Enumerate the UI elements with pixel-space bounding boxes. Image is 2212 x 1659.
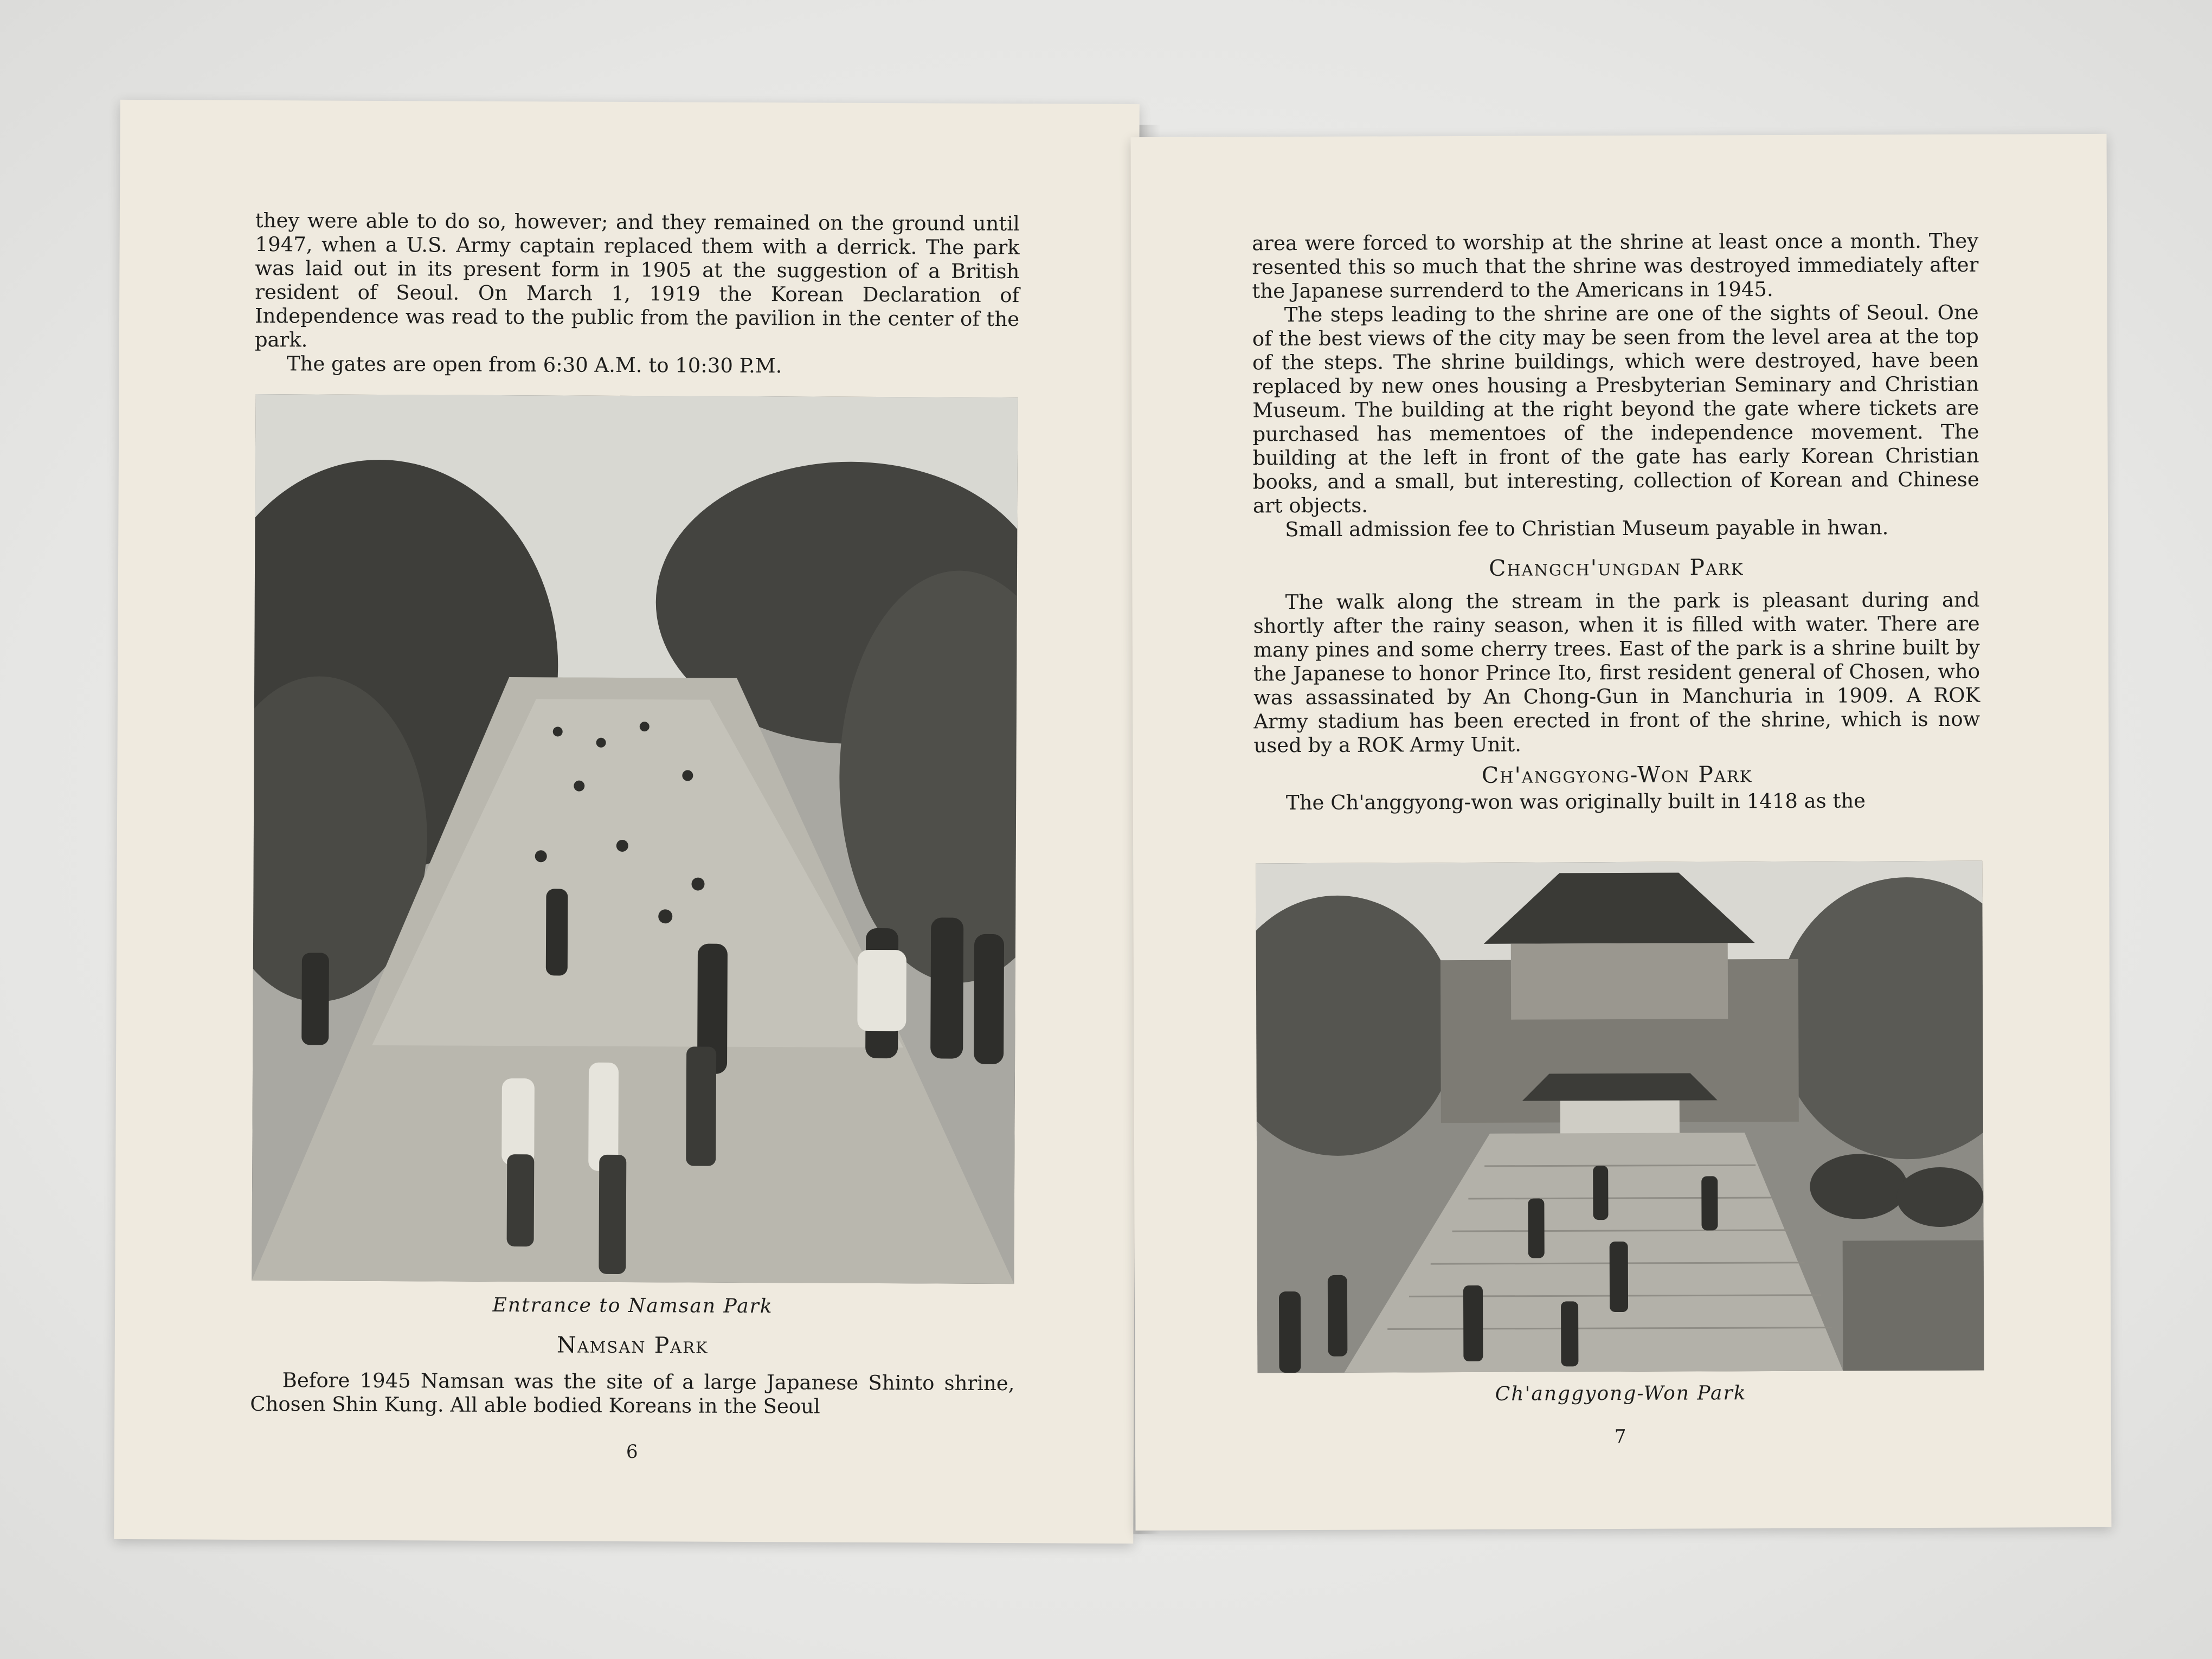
left-text-top bbox=[255, 209, 1020, 379]
left-text-bottom bbox=[250, 1293, 1015, 1419]
namsan-photo-caption: Entrance to Namsan Park bbox=[492, 1294, 773, 1318]
changchungdan-paragraph: The walk along the stream in the park is pleasant during and shortly after the rainy season, when it is filled with water. There are many pines and some cherry trees. East of the park is a shrine built by the Japanese to honor Prince Ito, first resident general of Chosen, who was assassinated by An Chong-Gun in Manchuria in 1909. A ROK Army stadium has been erected in front of the shrine, which is now used by a ROK Army Unit. bbox=[1253, 588, 1980, 757]
changgyong-won-photo-caption: Ch'anggyong-Won Park bbox=[1495, 1382, 1747, 1405]
admission-fee-line: Small admission fee to Christian Museum payable in hwan. bbox=[1285, 516, 1889, 542]
page-number-7: 7 bbox=[1614, 1425, 1626, 1448]
right-text-top bbox=[1252, 229, 1980, 815]
namsan-continued-paragraph: they were able to do so, however; and they remained on the ground until 1947, when a U.S. Army captain replaced them with a derrick. The park was laid out in its present form in 1905 at the suggestion of a British resident of Seoul. On March 1, 1919 the Korean Declaration of Independence was read to the public from the pavilion in the center of the park. bbox=[254, 209, 1020, 352]
namsan-park-heading: Namsan Park bbox=[556, 1332, 709, 1359]
changgyong-won-park-heading: Ch'anggyong-Won Park bbox=[1481, 761, 1753, 788]
steps-paragraph: The steps leading to the shrine are one of the sights of Seoul. One of the best views of the city may be seen from the level area at the top of the steps. The shrine buildings, which were destroyed, have been replaced by new ones housing a Presbyterian Seminary and Christian Museum. The building at the right beyond the gate where tickets are purchased has mementoes of the independence movement. The building at the left in front of the gate has early Korean Christian books, and a small, but interesting, collection of Korean and Chinese art objects. bbox=[1252, 300, 1979, 518]
gates-hours-line: The gates are open from 6:30 A.M. to 10:30 P.M. bbox=[286, 352, 782, 378]
namsan-entrance-photo bbox=[252, 394, 1018, 1284]
left-page bbox=[114, 100, 1140, 1544]
changgyong-won-paragraph: The Ch'anggyong-won was originally built in 1418 as the bbox=[1285, 789, 1866, 815]
page-number-6: 6 bbox=[626, 1441, 638, 1463]
right-page bbox=[1131, 134, 2112, 1531]
shrine-continued-paragraph: area were forced to worship at the shrine at least once a month. They resented this so much that the shrine was destroyed immediately after the Japanese surrenderd to the Americans in 1945. bbox=[1252, 229, 1979, 303]
namsan-paragraph: Before 1945 Namsan was the site of a large Japanese Shinto shrine, Chosen Shin Kung. All able bodied Koreans in the Seoul bbox=[250, 1368, 1015, 1418]
right-caption-wrap bbox=[1258, 1381, 1984, 1406]
changgyong-won-photo bbox=[1256, 861, 1984, 1373]
changchungdan-park-heading: Changch'ungdan Park bbox=[1488, 554, 1744, 581]
